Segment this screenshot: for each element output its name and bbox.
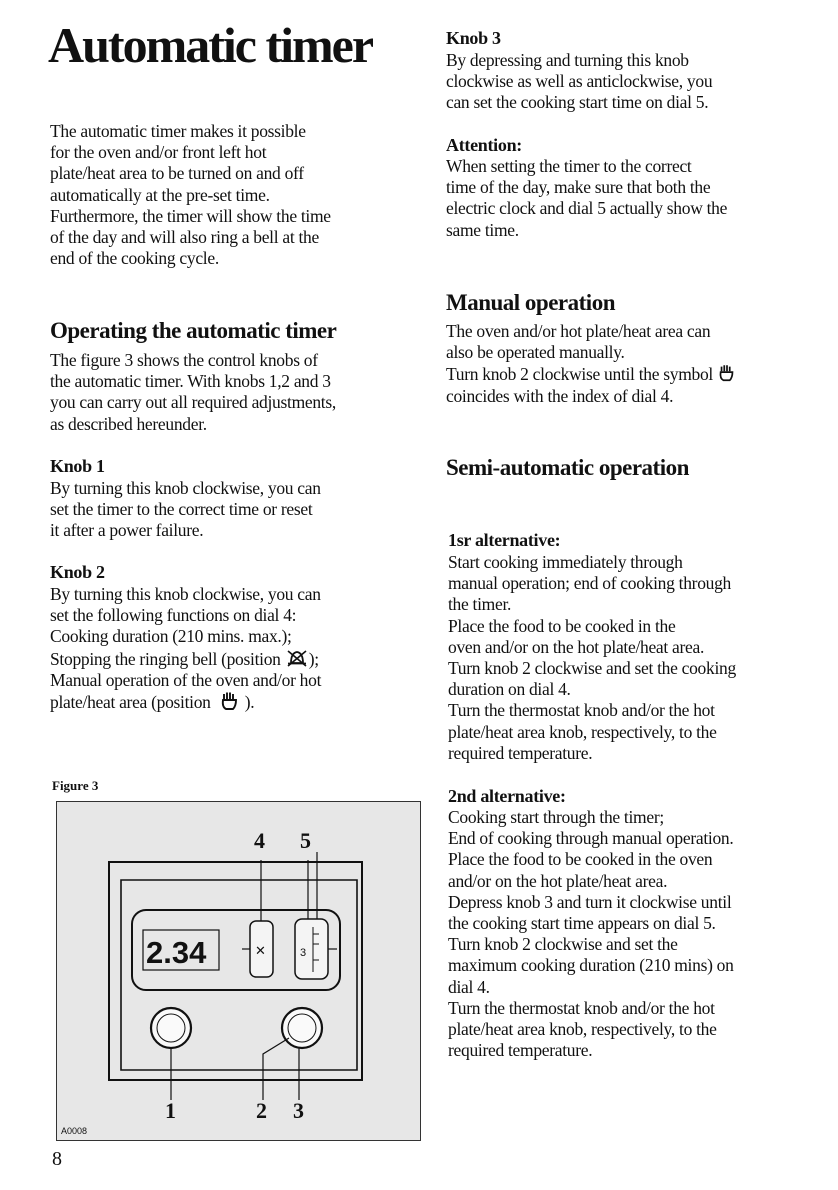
knob2-line: plate/heat area (position ). (50, 692, 255, 713)
attention-heading: Attention: (446, 135, 522, 155)
alt1-heading: 1sr alternative: (448, 530, 561, 550)
hand-icon (219, 691, 241, 711)
manual-line: also be operated manually. (446, 342, 625, 363)
manual-line: The oven and/or hot plate/heat area can (446, 321, 711, 341)
bell-cancel-icon (285, 648, 309, 668)
dial-5-mark: 3 (300, 947, 307, 959)
knob1-heading: Knob 1 (50, 456, 105, 476)
label-2: 2 (256, 1098, 267, 1123)
knob1-paragraph: By turning this knob clockwise, you can set the timer to the correct time or reset it after a power failure. (50, 478, 321, 541)
semi-heading: Semi-automatic operation (446, 455, 689, 480)
page-number: 8 (52, 1148, 62, 1170)
figure-3 (56, 801, 421, 1141)
hand-icon (717, 363, 737, 383)
operating-heading: Operating the automatic timer (50, 318, 337, 343)
manual-line: Turn knob 2 clockwise until the symbol (446, 363, 737, 385)
label-1: 1 (165, 1098, 176, 1123)
manual-paragraph (446, 321, 737, 407)
figure-caption: Figure 3 (52, 778, 99, 793)
page-title: Automatic timer (48, 17, 373, 73)
clock-display: 2.34 (146, 935, 207, 970)
timer-panel-illustration (57, 802, 420, 1140)
label-4: 4 (254, 828, 265, 853)
alt1-paragraph: Start cooking immediately through manual operation; end of cooking through the timer. Place the food to be cooked in the oven and/or on the hot plate/heat area. Turn knob 2 clockwise and set the cooking duration on dial 4. Turn the thermostat knob and/or the hot plate/heat area knob, respectively, to the required temperature. (448, 552, 736, 763)
attention-paragraph: When setting the timer to the correct time of the day, make sure that both the electric clock and dial 5 actually show the same time. (446, 156, 728, 240)
knob2-line: Stopping the ringing bell (position ); (50, 648, 319, 669)
knob2-heading: Knob 2 (50, 562, 105, 582)
manual-heading: Manual operation (446, 290, 615, 315)
alt2-heading: 2nd alternative: (448, 786, 566, 806)
knob3-heading: Knob 3 (446, 28, 501, 48)
knob2-line: Manual operation of the oven and/or hot (50, 669, 322, 690)
knob2-line: set the following functions on dial 4: (50, 605, 297, 626)
dial-4-symbol: ✕ (255, 944, 266, 959)
alt2-paragraph: Cooking start through the timer; End of cooking through manual operation. Place the food to be cooked in the oven and/or on the hot plate/heat area. Depress knob 3 and turn it clockwise until the cooking start time appears on dial 5. Turn knob 2 clockwise and set the maximum cooking duration (210 mins) on dial 4. Turn the thermostat knob and/or the hot plate/heat area knob, respectively, to the required temperature. (448, 807, 734, 1061)
label-5: 5 (300, 828, 311, 853)
intro-paragraph: The automatic timer makes it possible for the oven and/or front left hot plate/heat area to be turned on and off automatically at the pre-set time. Furthermore, the timer will show the time of the day and will also ring a bell at the end of the cooking cycle. (50, 121, 331, 269)
knob2-line: By turning this knob clockwise, you can (50, 584, 321, 604)
knob3-paragraph: By depressing and turning this knob clockwise as well as anticlockwise, you can set the cooking start time on dial 5. (446, 50, 713, 113)
operating-paragraph: The figure 3 shows the control knobs of the automatic timer. With knobs 1,2 and 3 you can carry out all required adjustments, as described hereunder. (50, 350, 336, 434)
knob2-paragraph (50, 584, 321, 713)
label-3: 3 (293, 1098, 304, 1123)
figure-ref-code: A0008 (61, 1126, 88, 1136)
manual-line: coincides with the index of dial 4. (446, 385, 674, 406)
knob2-line: Cooking duration (210 mins. max.); (50, 626, 292, 647)
